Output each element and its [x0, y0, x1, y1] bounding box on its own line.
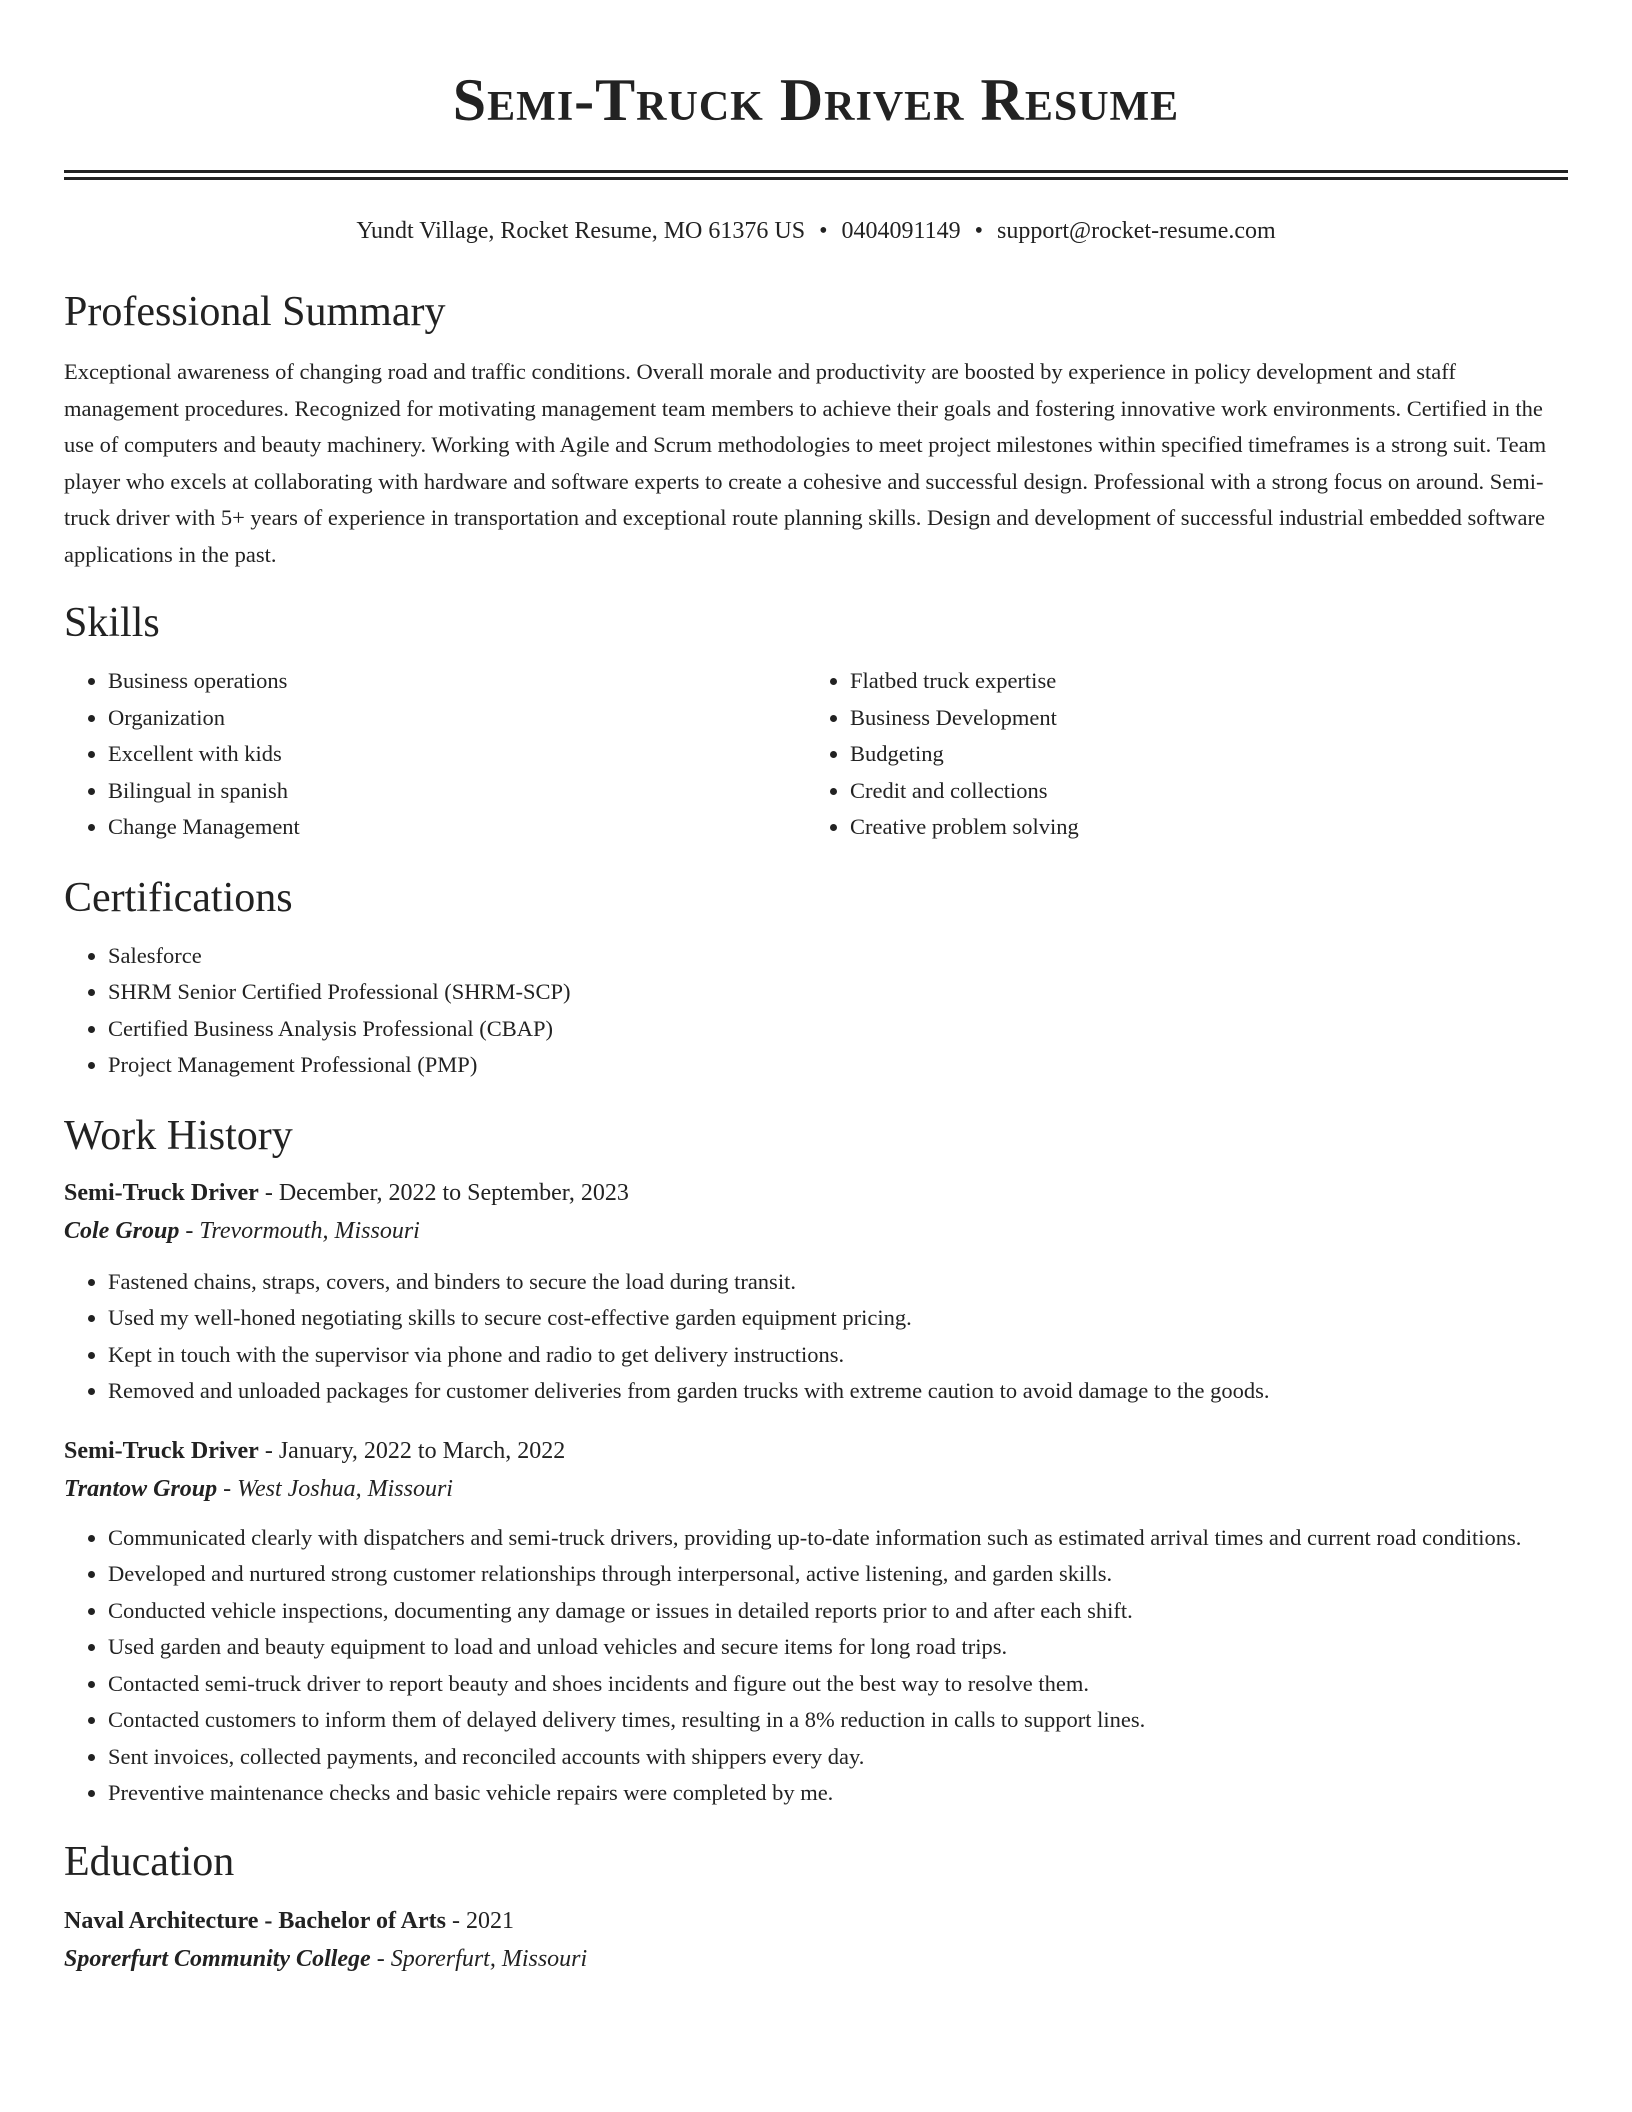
job-dates: January, 2022 to March, 2022: [278, 1437, 566, 1464]
skills-column-right: [806, 663, 1548, 846]
contact-separator: •: [819, 218, 828, 244]
skill-item: • Creative problem solving: [850, 809, 1548, 846]
job-duty: • Sent invoices, collected payments, and reconciled accounts with shippers every day.: [108, 1739, 1568, 1776]
job-title: Semi-Truck Driver: [64, 1437, 259, 1464]
education-degree-line: Naval Architecture - Bachelor of Arts - 2021: [64, 1907, 514, 1934]
job-company: Trantow Group: [64, 1475, 218, 1502]
summary-heading: Professional Summary: [64, 289, 446, 335]
job-title-line: Semi-Truck Driver - January, 2022 to March, 2022: [64, 1437, 566, 1464]
skill-item: • Bilingual in spanish: [108, 773, 806, 810]
job-title-line: Semi-Truck Driver - December, 2022 to September, 2023: [64, 1179, 629, 1206]
job-company: Cole Group: [64, 1217, 180, 1244]
resume-title: Semi-Truck Driver Resume: [452, 67, 1180, 133]
education-location: Sporerfurt, Missouri: [390, 1945, 588, 1972]
job-company-line: Cole Group - Trevormouth, Missouri: [64, 1217, 420, 1244]
skill-item: • Excellent with kids: [108, 736, 806, 773]
job-duties-list: [64, 1520, 1568, 1812]
skill-item: • Flatbed truck expertise: [850, 663, 1548, 700]
skill-item: • Business operations: [108, 663, 806, 700]
job-location: West Joshua, Missouri: [237, 1475, 453, 1502]
job-duty: • Conducted vehicle inspections, documenting any damage or issues in detailed reports prior to and after each shift.: [108, 1593, 1568, 1630]
job-duty: • Communicated clearly with dispatchers and semi-truck drivers, providing up-to-date information such as estimated arrival times and current road conditions.: [108, 1520, 1568, 1557]
skill-item: • Organization: [108, 700, 806, 737]
job-duty: • Fastened chains, straps, covers, and binders to secure the load during transit.: [108, 1264, 1568, 1301]
job-duty: • Preventive maintenance checks and basic vehicle repairs were completed by me.: [108, 1775, 1568, 1812]
job-location: Trevormouth, Missouri: [199, 1217, 420, 1244]
certification-item: • Salesforce: [108, 938, 1568, 975]
education-year: 2021: [465, 1907, 514, 1934]
job-duty: • Removed and unloaded packages for customer deliveries from garden trucks with extreme caution to avoid damage to the goods.: [108, 1373, 1568, 1410]
title-divider-thick: [64, 170, 1568, 173]
job-entry: [64, 1174, 1568, 1410]
summary-text: Exceptional awareness of changing road and traffic conditions. Overall morale and productivity are boosted by experience in policy development and staff management procedures. Recognized for motivating management team members to achieve their goals and fostering innovative work environments. Certified in the use of computers and beauty machinery. Working with Agile and Scrum methodologies to meet project milestones within specified timeframes is a strong suit. Team player who excels at collaborating with hardware and software experts to create a cohesive and successful design. Professional with a strong focus on around. Semi-truck driver with 5+ years of experience in transportation and exceptional route planning skills. Design and development of successful industrial embedded software applications in the past.: [64, 359, 1547, 567]
work-history-heading: Work History: [64, 1112, 293, 1159]
job-duty: • Contacted semi-truck driver to report beauty and shoes incidents and figure out the best way to resolve them.: [108, 1666, 1568, 1703]
job-duties-list: [64, 1264, 1568, 1410]
job-duty: • Contacted customers to inform them of delayed delivery times, resulting in a 8% reduction in calls to support lines.: [108, 1702, 1568, 1739]
resume-page: [64, 0, 1568, 1978]
job-entry: [64, 1432, 1568, 1812]
skills-heading: Skills: [64, 600, 160, 646]
skill-item: • Credit and collections: [850, 773, 1548, 810]
education-heading: Education: [64, 1838, 235, 1885]
certification-item: • SHRM Senior Certified Professional (SHRM-SCP): [108, 974, 1568, 1011]
certification-item: • Project Management Professional (PMP): [108, 1047, 1568, 1084]
job-duty: • Used my well-honed negotiating skills to secure cost-effective garden equipment pricing.: [108, 1300, 1568, 1337]
contact-separator: •: [974, 218, 983, 244]
education-school-line: Sporerfurt Community College - Sporerfurt, Missouri: [64, 1945, 588, 1972]
certifications-heading: Certifications: [64, 874, 293, 921]
certification-item: • Certified Business Analysis Professional (CBAP): [108, 1011, 1568, 1048]
contact-phone: 0404091149: [841, 218, 961, 244]
skills-list: [64, 663, 1568, 846]
contact-line: [64, 214, 1568, 248]
job-company-line: Trantow Group - West Joshua, Missouri: [64, 1475, 453, 1502]
skills-column-left: [64, 663, 806, 846]
skill-item: • Budgeting: [850, 736, 1548, 773]
education-entry: [64, 1902, 1568, 1978]
contact-email: support@rocket-resume.com: [997, 218, 1276, 244]
education-school: Sporerfurt Community College: [64, 1945, 371, 1972]
job-dates: December, 2022 to September, 2023: [278, 1179, 629, 1206]
contact-address: Yundt Village, Rocket Resume, MO 61376 US: [356, 218, 806, 244]
title-divider-thin: [64, 177, 1568, 180]
certifications-list: [64, 938, 1568, 1084]
job-duty: • Developed and nurtured strong customer relationships through interpersonal, active listening, and garden skills.: [108, 1556, 1568, 1593]
job-title: Semi-Truck Driver: [64, 1179, 259, 1206]
education-degree: Naval Architecture - Bachelor of Arts: [64, 1907, 446, 1934]
skill-item: • Business Development: [850, 700, 1548, 737]
job-duty: • Used garden and beauty equipment to load and unload vehicles and secure items for long road trips.: [108, 1629, 1568, 1666]
job-duty: • Kept in touch with the supervisor via phone and radio to get delivery instructions.: [108, 1337, 1568, 1374]
skill-item: • Change Management: [108, 809, 806, 846]
